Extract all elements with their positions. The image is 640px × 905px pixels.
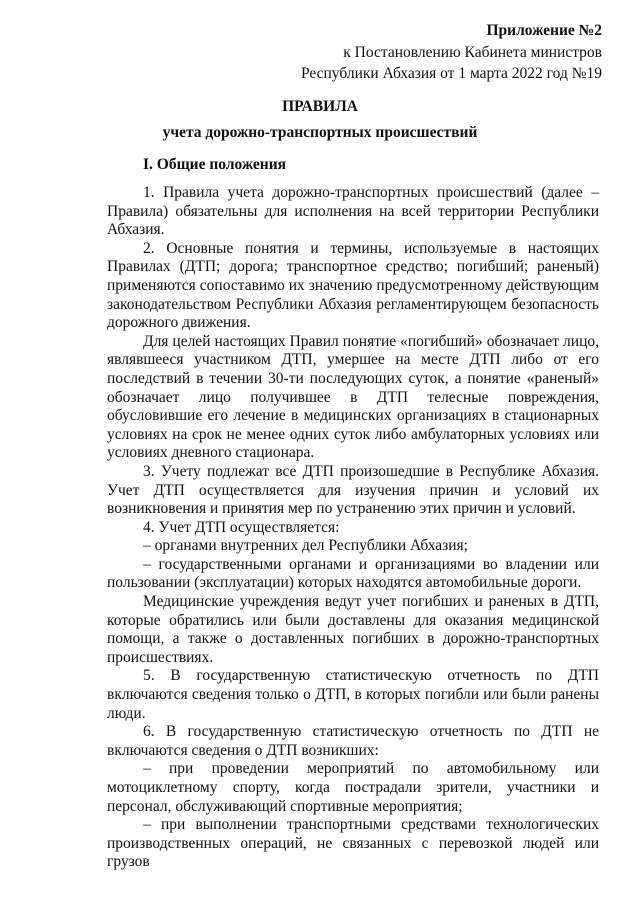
paragraph: 2. Основные понятия и термины, используемые в настоящих Правилах (ДТП; дорога; транспортное средство; погибший; раненый) применяются сопоставимо их значению предусмотренному действующим законодательством Республики Абхазия регламентирующем безопасность дорожного движения. [107,239,599,332]
section-heading: I. Общие положения [143,156,287,173]
document-subtitle: учета дорожно-транспортных происшествий [162,124,478,141]
annex-number: Приложение №2 [486,22,602,39]
list-item: – при проведении мероприятий по автомобильному или мотоциклетному спорту, когда пострадали зрители, участники и персонал, обслуживающий спортивные мероприятия; [107,760,599,815]
paragraph: Для целей настоящих Правил понятие «погибший» обозначает лицо, являвшееся участником ДТП, умершее на месте ДТП либо от его последствий в течении 30-ти последующих суток, а понятие «раненый» обозначает лицо получившее в ДТП телесные повреждения, обусловившие его лечение в медицинских организациях в стационарных условиях на срок не менее одних суток либо амбулаторных условиях или условиях дневного стационара. [107,332,599,462]
annex-reference-line-2: Республики Абхазия от 1 марта 2022 год №19 [300,65,602,82]
paragraph: 5. В государственную статистическую отчетность по ДТП включаются сведения только о ДТП, в которых погибли или были ранены люди. [107,667,599,722]
annex-reference-line-1: к Постановлению Кабинета министров [343,44,602,61]
list-item: – государственными органами и организациями во владении или пользовании (эксплуатации) которых находятся автомобильные дороги. [107,555,599,592]
paragraph: 4. Учет ДТП осуществляется: [143,518,340,536]
list-item: – при выполнении транспортными средствами технологических производственных операций, не связанных с перевозкой людей или грузов [107,816,599,871]
paragraph: 3. Учету подлежат все ДТП произошедшие в Республике Абхазия. Учет ДТП осуществляется для изучения причин и условий их возникновения и принятия мер по устранению этих причин и условий. [107,462,599,518]
list-item: – органами внутренних дел Республики Абхазия; [143,537,468,555]
paragraph: Медицинские учреждения ведут учет погибших и раненых в ДТП, которые обратились или были доставлены для оказания медицинской помощи, а также о доставленных погибших в дорожно-транспортных происшествиях. [107,593,599,666]
paragraph: 6. В государственную статистическую отчетность по ДТП не включаются сведения о ДТП возникших: [107,723,599,759]
document-body [107,184,599,872]
document-title: ПРАВИЛА [282,98,358,115]
paragraph: 1. Правила учета дорожно-транспортных происшествий (далее – Правила) обязательны для исполнения на всей территории Республики Абхазия. [107,184,599,239]
